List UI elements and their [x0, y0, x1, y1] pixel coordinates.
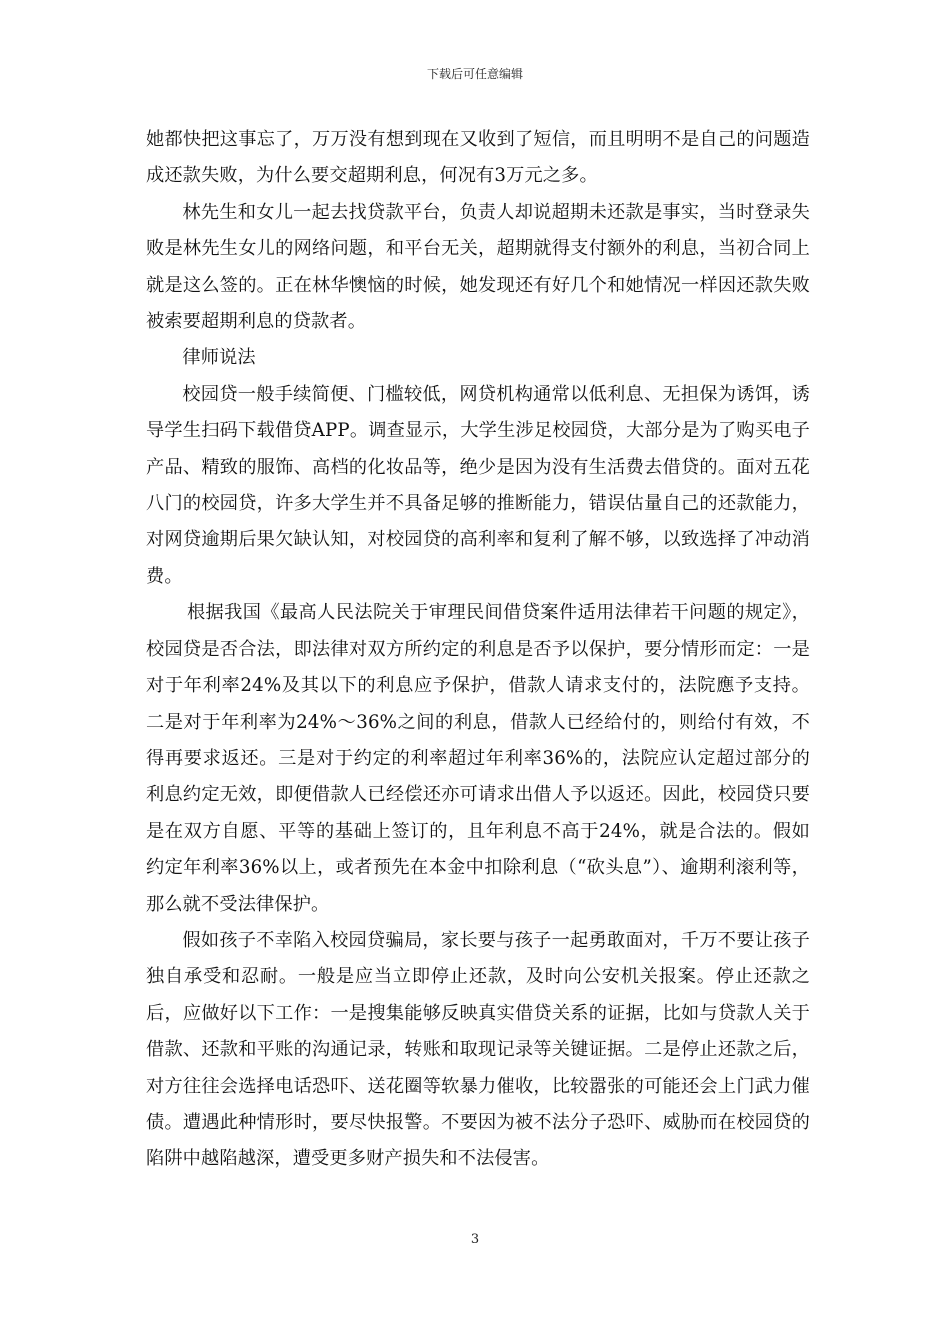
page-number: 3 [470, 1232, 480, 1247]
page-header: 下载后可任意编辑 [426, 67, 523, 81]
paragraph-parent-advice: 假如孩子不幸陷入校园贷骗局，家长要与孩子一起勇敢面对，千万不要让孩子独自承受和忍耐。一般是应当立即停止还款，及时向公安机关报案。停止还款之后，应做好以下工作：一是搜集能够反映真实借贷关系的证据，比如与贷款人关于借款、还款和平账的沟通记录，转账和取现记录等关键证据。二是停止还款之后，对方往往会选择电话恐吓、送花圈等软暴力催收，比较嚣张的可能还会上门武力催债。遭遇此种情形时，要尽快报警。不要因为被不法分子恐吓、威胁而在校园贷的陷阱中越陷越深，遭受更多财产损失和不法侵害。 [146, 929, 810, 1170]
document-body [146, 122, 810, 1178]
section-heading-lawyer: 律师说法 [182, 347, 256, 369]
paragraph-campus-loan-overview: 校园贷一般手续简便、门槛较低，网贷机构通常以低利息、无担保为诱饵，诱导学生扫码下载借贷APP。调查显示，大学生涉足校园贷，大部分是为了购买电子产品、精致的服饰、高档的化妆品等，绝少是因为没有生活费去借贷的。面对五花八门的校园贷，许多大学生并不具备足够的推断能力，错误估量自己的还款能力，对网贷逾期后果欠缺认知，对校园贷的高利率和复利了解不够，以致选择了冲动消费。 [146, 383, 810, 587]
paragraph-continuation: 她都快把这事忘了，万万没有想到现在又收到了短信，而且明明不是自己的问题造成还款失败，为什么要交超期利息，何况有3万元之多。 [146, 129, 810, 187]
paragraph-legal-provisions: 根据我国《最高人民法院关于审理民间借贷案件适用法律若干问题的规定》，校园贷是否合法，即法律对双方所约定的利息是否予以保护，要分情形而定：一是对于年利率24%及其以下的利息应予保护，借款人请求支付的，法院應予支持。二是对于年利率为24%～36%之间的利息，借款人已经给付的，则给付有效，不得再要求返还。三是对于约定的利率超过年利率36%的，法院应认定超过部分的利息约定无效，即便借款人已经偿还亦可请求出借人予以返还。因此，校园贷只要是在双方自愿、平等的基础上签订的，且年利息不高于24%，就是合法的。假如约定年利率36%以上，或者预先在本金中扣除利息（“砍头息”）、逾期利滚利等，那么就不受法律保护。 [146, 602, 810, 915]
paragraph-platform-response: 林先生和女儿一起去找贷款平台，负责人却说超期未还款是事实，当时登录失败是林先生女儿的网络问题，和平台无关，超期就得支付额外的利息，当初合同上就是这么签的。正在林华懊恼的时候，她发现还有好几个和她情况一样因还款失败被索要超期利息的贷款者。 [146, 201, 810, 333]
